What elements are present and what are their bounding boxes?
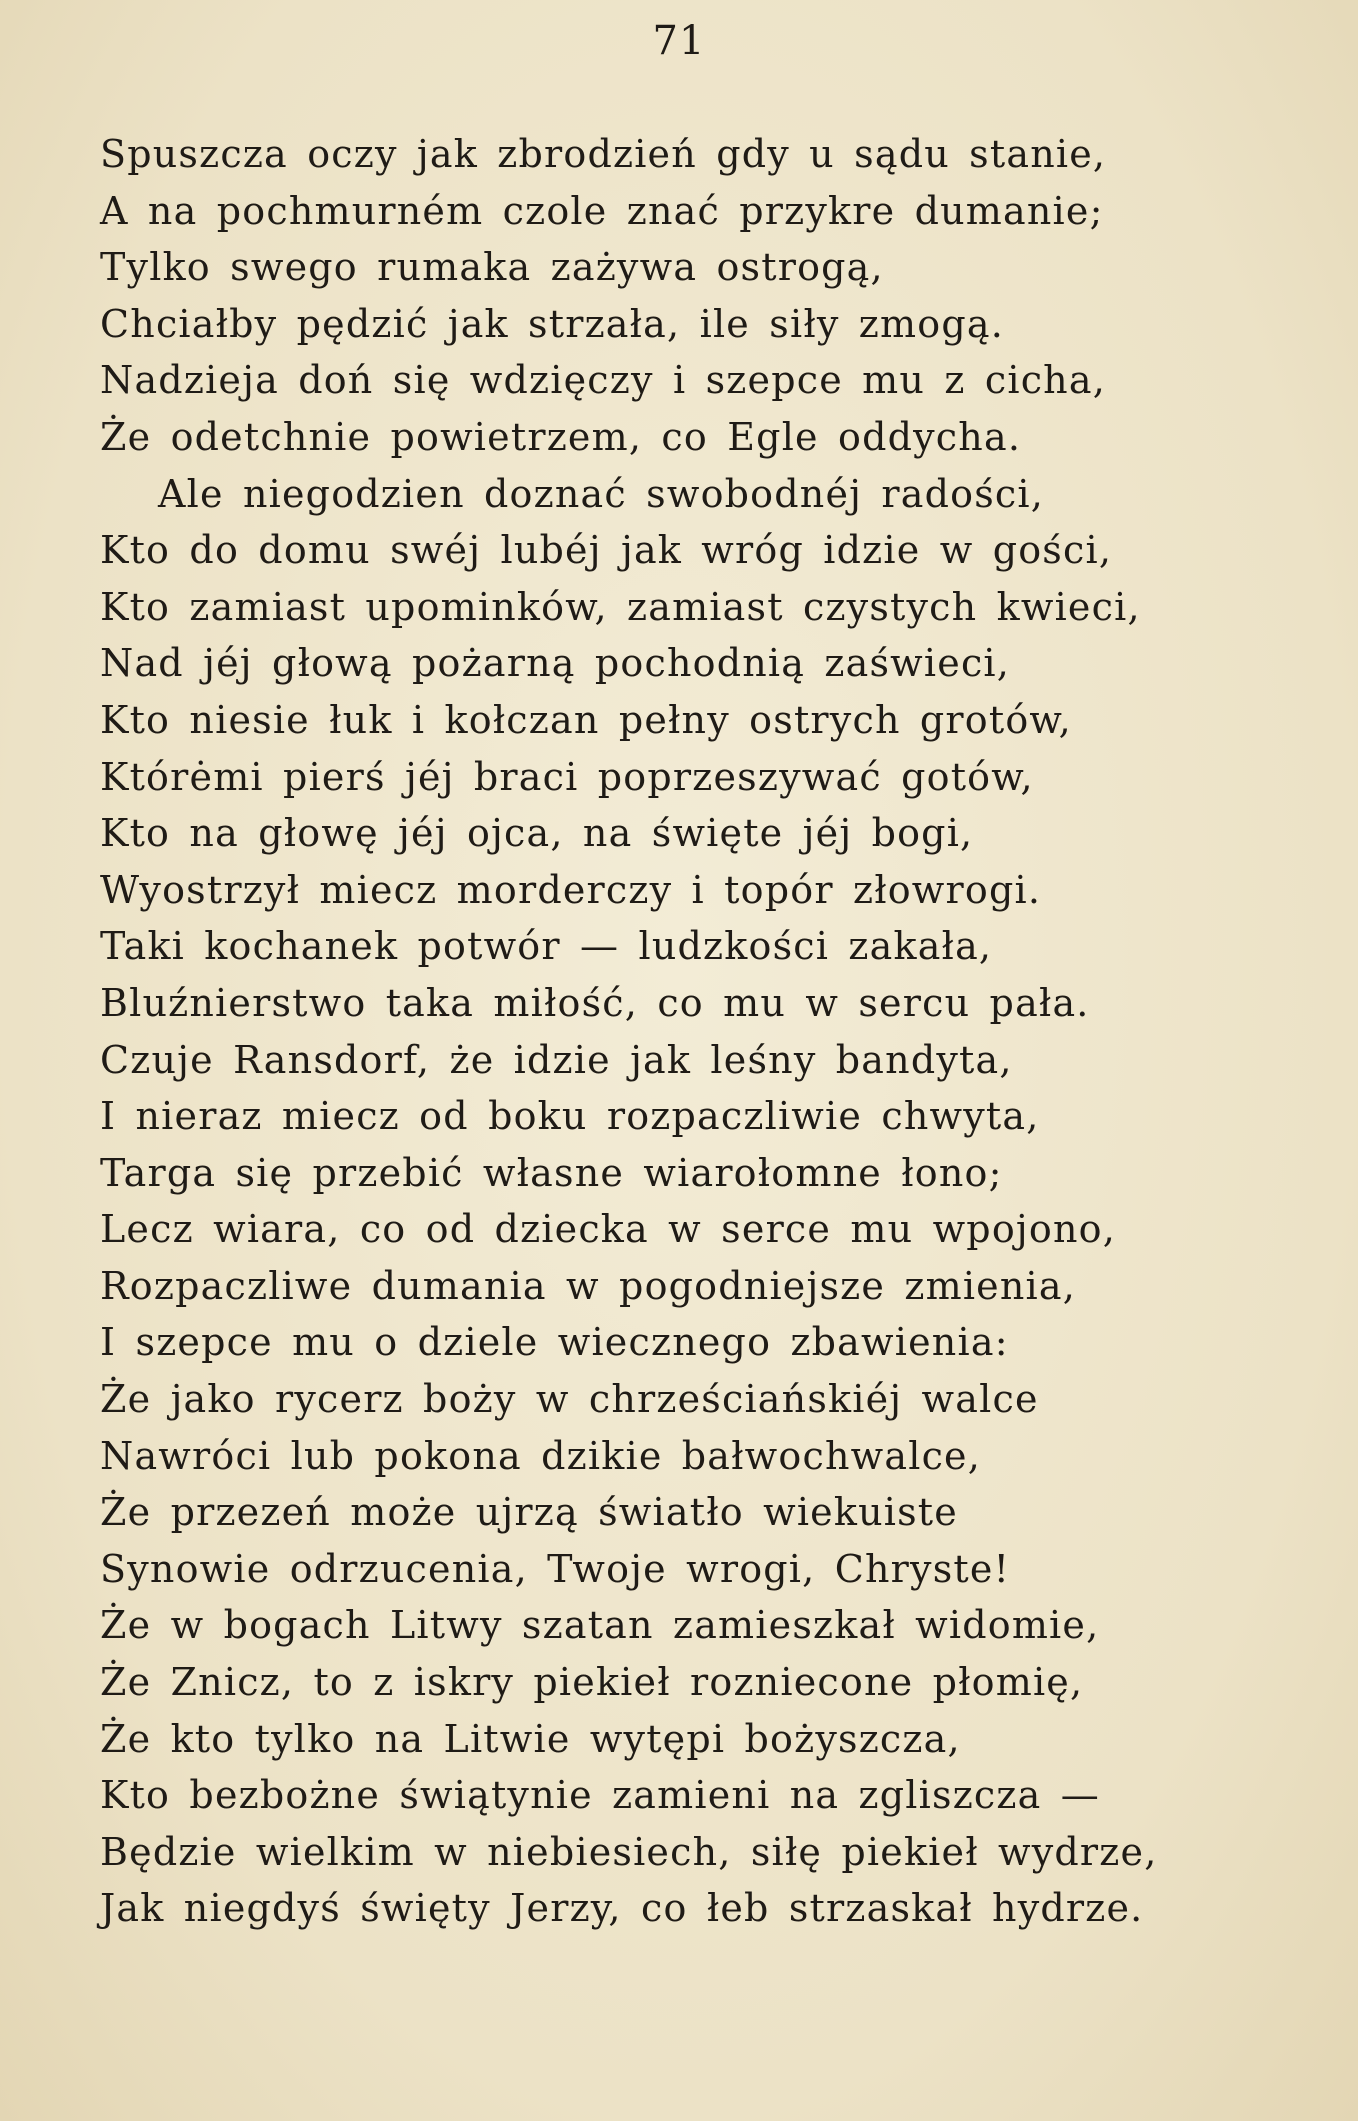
verse-line: Że przezeń może ujrzą światło wiekuiste <box>100 1490 958 1535</box>
verse-line: A na pochmurném czole znać przykre dumanie; <box>100 188 1104 233</box>
verse-line: Że kto tylko na Litwie wytępi bożyszcza, <box>100 1716 961 1761</box>
verse-line: Kto niesie łuk i kołczan pełny ostrych grotów, <box>100 697 1072 742</box>
verse-line: Czuje Ransdorf, że idzie jak leśny bandyta, <box>100 1037 1013 1082</box>
verse-line: Będzie wielkim w niebiesiech, siłę piekieł wydrze, <box>100 1829 1158 1874</box>
verse-line: Ale niegodzien doznać swobodnéj radości, <box>158 471 1045 516</box>
verse-line: Kto do domu swéj lubéj jak wróg idzie w gości, <box>100 528 1113 573</box>
verse-line: Tylko swego rumaka zażywa ostrogą, <box>100 245 884 290</box>
verse-line: Bluźnierstwo taka miłość, co mu w sercu pała. <box>100 980 1090 1025</box>
poem-text <box>100 126 1300 1937</box>
verse-line: I nieraz miecz od boku rozpaczliwie chwyta, <box>100 1094 1040 1139</box>
verse-line: Że odetchnie powietrzem, co Egle oddycha. <box>100 414 1022 459</box>
verse-line: Kto zamiast upominków, zamiast czystych kwieci, <box>100 584 1141 629</box>
verse-line: Kto na głowę jéj ojca, na święte jéj bogi, <box>100 811 974 856</box>
verse-line: Synowie odrzucenia, Twoje wrogi, Chryste! <box>100 1546 1011 1591</box>
verse-line: Rozpaczliwe dumania w pogodniejsze zmienia, <box>100 1263 1077 1308</box>
verse-line: Że jako rycerz boży w chrześciańskiéj walce <box>100 1377 1039 1422</box>
verse-line: Którėmi pierś jéj braci poprzeszywać gotów, <box>100 754 1034 799</box>
verse-line: Kto bezbożne świątynie zamieni na zgliszcza — <box>100 1773 1100 1818</box>
verse-line: Nad jéj głową pożarną pochodnią zaświeci, <box>100 641 1011 686</box>
verse-line: I szepce mu o dziele wiecznego zbawienia: <box>100 1320 1009 1365</box>
verse-line: Że Znicz, to z iskry piekieł rozniecone płomię, <box>100 1660 1084 1705</box>
verse-line: Spuszcza oczy jak zbrodzień gdy u sądu stanie, <box>100 132 1107 176</box>
verse-line: Lecz wiara, co od dziecka w serce mu wpojono, <box>100 1207 1116 1252</box>
verse-line: Nadzieja doń się wdzięczy i szepce mu z cicha, <box>100 358 1106 403</box>
verse-line: Taki kochanek potwór — ludzkości zakała, <box>100 924 993 969</box>
verse-line: Targa się przebić własne wiarołomne łono; <box>100 1150 1003 1195</box>
verse-line: Wyostrzył miecz morderczy i topór złowrogi. <box>100 867 1042 912</box>
verse-line: Nawróci lub pokona dzikie bałwochwalce, <box>100 1433 982 1478</box>
verse-line: Jak niegdyś święty Jerzy, co łeb strzaskał hydrze. <box>100 1886 1144 1931</box>
verse-line: Chciałby pędzić jak strzała, ile siły zmogą. <box>100 301 1004 346</box>
page-number: 71 <box>652 18 706 64</box>
verse-line: Że w bogach Litwy szatan zamieszkał widomie, <box>100 1603 1100 1648</box>
